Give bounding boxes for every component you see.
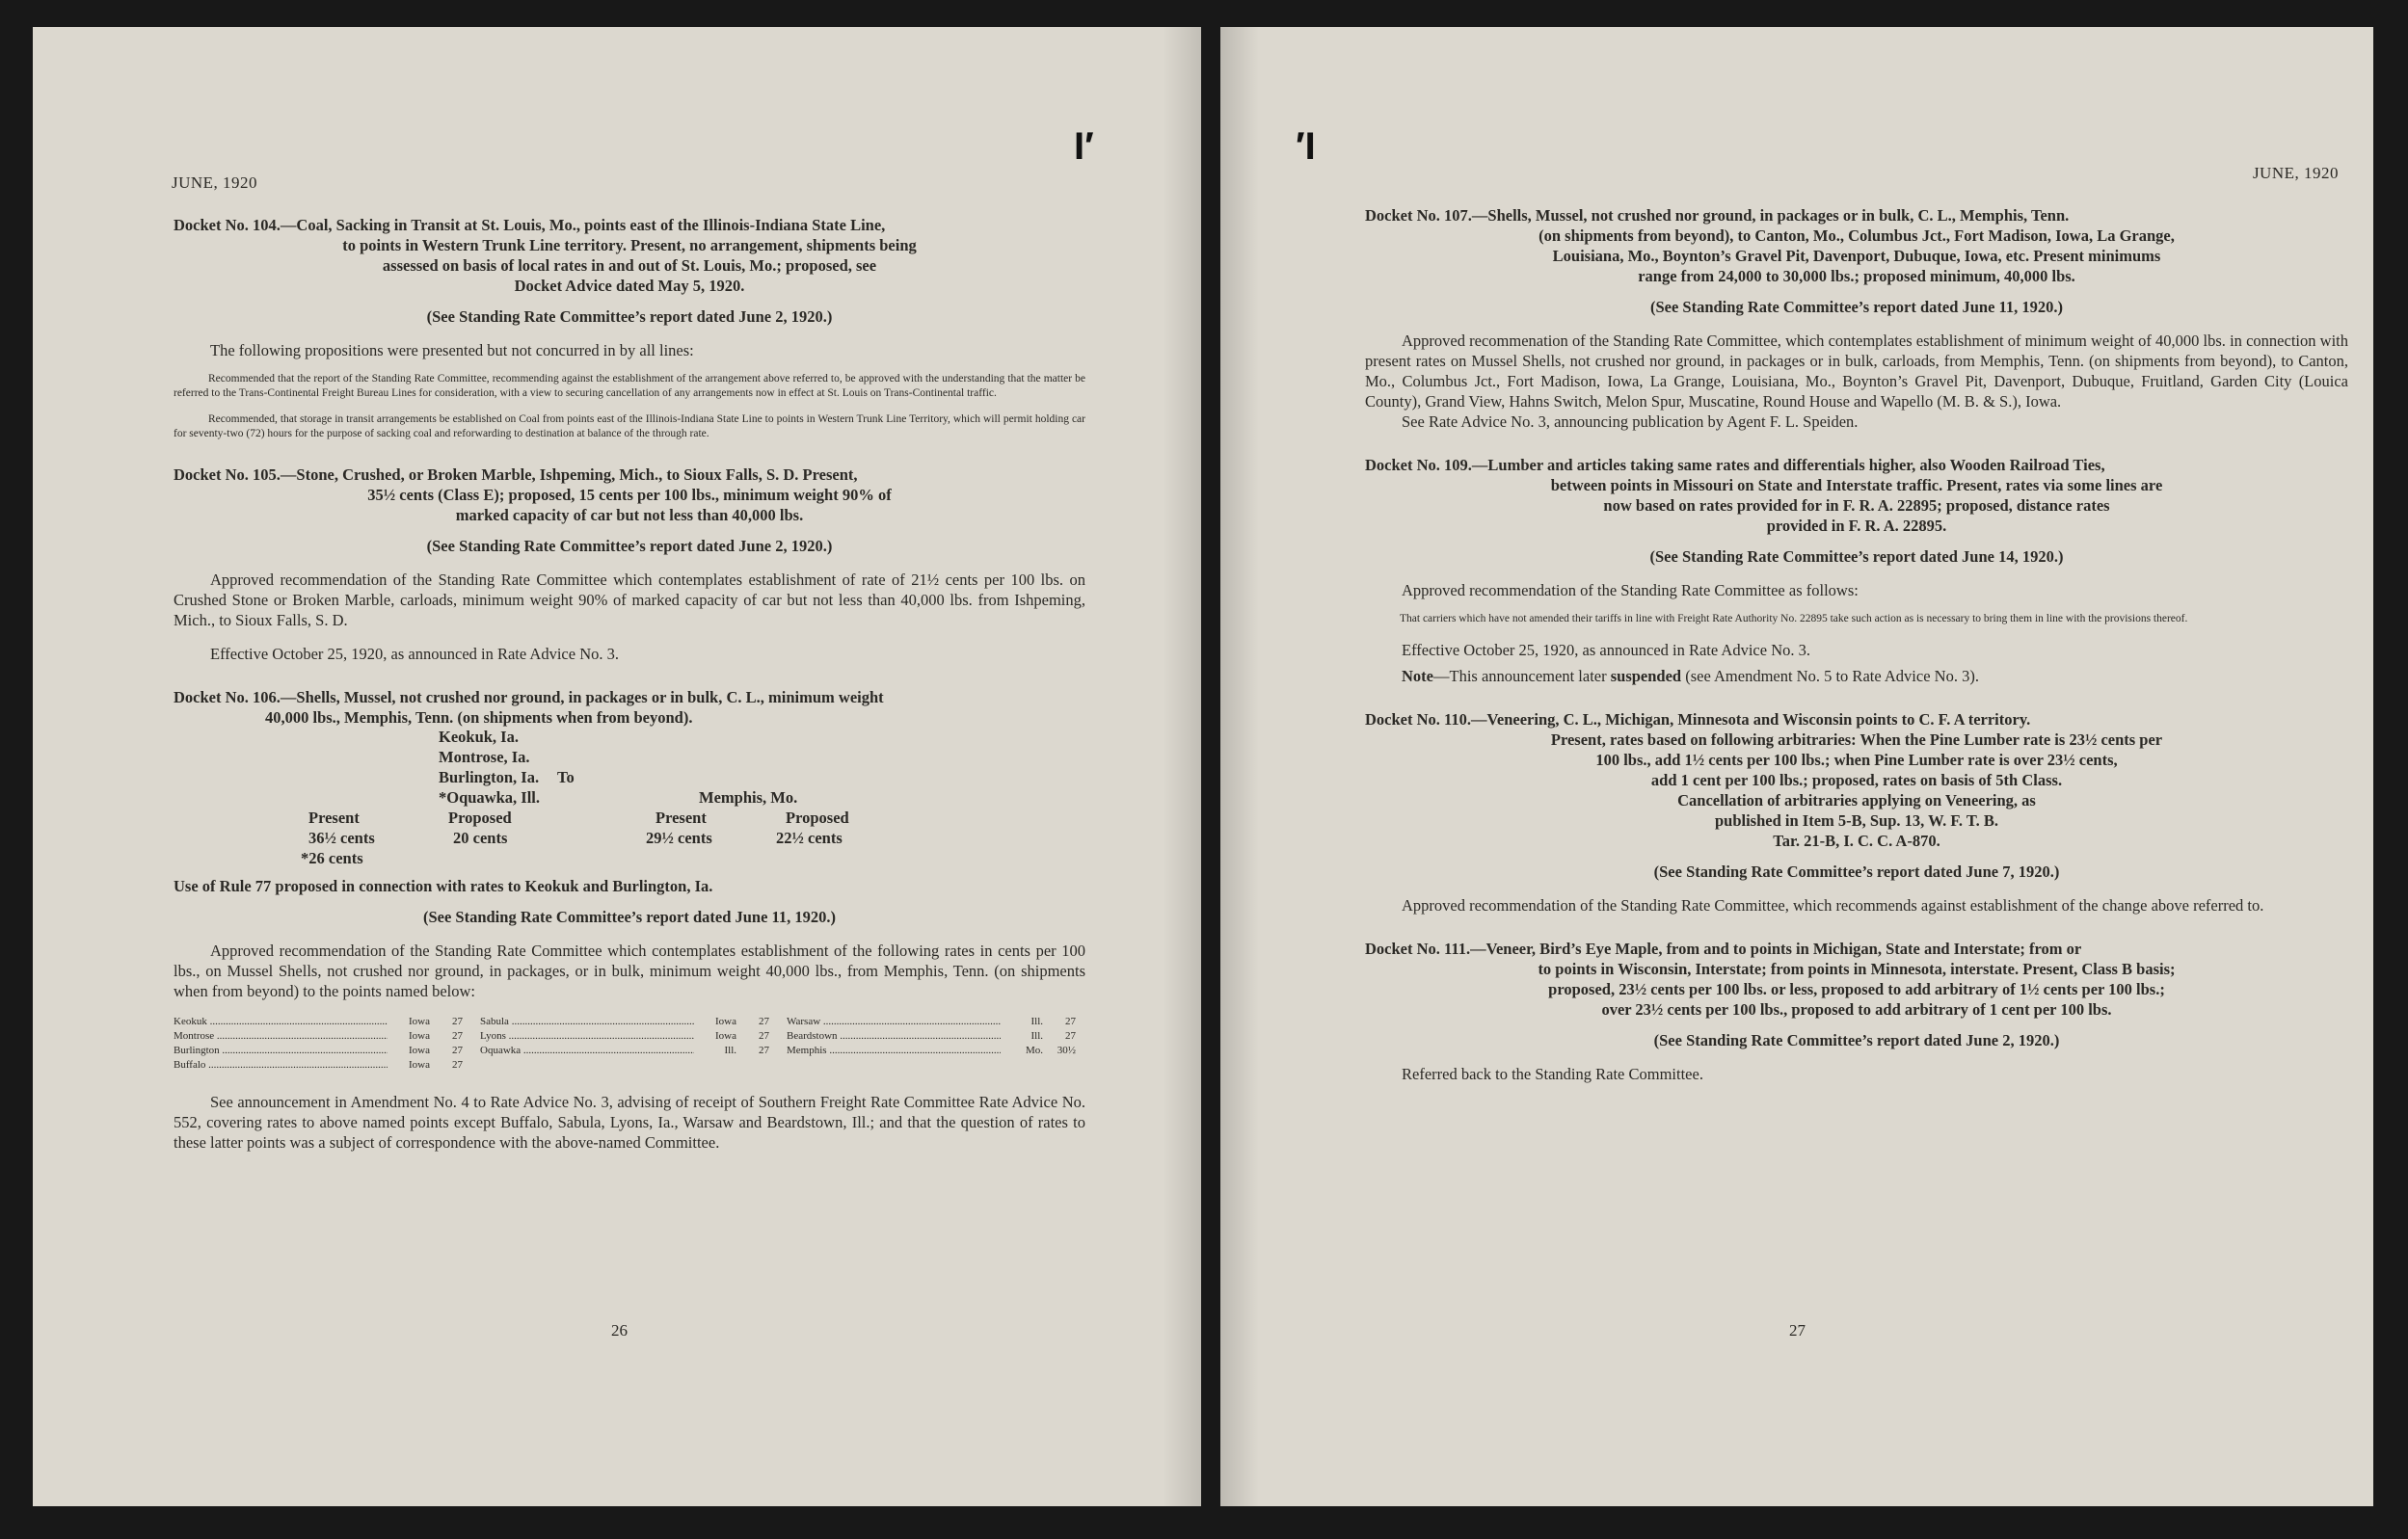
docket-104-recommendation-2: Recommended, that storage in transit arrangements be established on Coal from points east of the Illinois-Indiana State Line to points in Western Trunk Line Territory, which will permit holding car for seventy-two (72) hours for the purpose of sacking coal and reforwarding to destination at balance of the through rate. — [174, 413, 1085, 439]
gutter-shadow — [1163, 27, 1201, 1506]
place-burlington: Burlington, Ia. — [439, 768, 540, 786]
docket-111-para: Referred back to the Standing Rate Committee. — [1402, 1065, 1703, 1083]
page-mark: ′I — [1296, 125, 1316, 168]
rate-present-1: 36½ cents — [308, 829, 375, 847]
table-row: Sabula ..... Iowa 27 — [480, 1015, 769, 1029]
page-number: 27 — [1789, 1321, 1806, 1340]
docket-109-report-ref: (See Standing Rate Committee’s report dated June 14, 1920.) — [1649, 547, 2064, 566]
docket-109-para-2: Effective October 25, 1920, as announced in Rate Advice No. 3. — [1402, 641, 1810, 659]
docket-109-heading: Docket No. 109.—Lumber and articles taking same rates and differentials higher, also Wooden Railroad Ties, between points in Missouri on State and Interstate traffic. Present, rates via some lines are now based on rates provided for in F. R. A. 22895; proposed, distance rates provided in F. R. A. 22895. — [1365, 456, 2163, 535]
docket-111-report-ref: (See Standing Rate Committee’s report dated June 2, 1920.) — [1653, 1031, 2060, 1049]
page-header-date: JUNE, 1920 — [2252, 164, 2339, 182]
right-page — [1220, 27, 2373, 1506]
to-label: To — [557, 768, 575, 786]
docket-106-heading: Docket No. 106.—Shells, Mussel, not crushed nor ground, in packages or in bulk, C. L., minimum weight — [174, 688, 884, 706]
docket-109-recommendation: That carriers which have not amended their tariffs in line with Freight Rate Authority No. 22895 take such action as is necessary to bring them in line with the provisions thereof. — [1400, 613, 2188, 624]
docket-106-rate-block — [174, 728, 1085, 867]
table-row: Warsaw ..... Ill. 27 — [787, 1015, 1076, 1029]
proposed-label-2: Proposed — [786, 809, 849, 827]
rate-proposed-2: 22½ cents — [776, 829, 843, 847]
docket-111-heading: Docket No. 111.—Veneer, Bird’s Eye Maple, from and to points in Michigan, State and Interstate; from or to points in Wisconsin, Interstate; from points in Minnesota, interstate. Present, Class B basis; proposed, 23½ cents per 100 lbs. or less, proposed to add arbitrary of 1½ cents per 100 lbs.; over 23½ cents per 100 lbs., proposed to add arbitrary of 1 cent per 100 lbs. — [1365, 940, 2176, 1019]
docket-110-heading: Docket No. 110.—Veneering, C. L., Michigan, Minnesota and Wisconsin points to C. F. A territory. Present, rates based on following arbitraries: When the Pine Lumber rate is 23½ cents per 100 lbs., add 1½ cents per 100 lbs.; when Pine Lumber rate is over 23½ cents, add 1 cent per 100 lbs.; proposed, rates on basis of 5th Class. Cancellation of arbitraries applying on Veneering, as published in Item 5-B, Sup. 13, W. F. T. B. Tar. 21-B, I. C. C. A-870. — [1365, 710, 2163, 850]
memphis-label: Memphis, Mo. — [699, 788, 798, 807]
rate-present-2: *26 cents — [301, 849, 363, 867]
docket-105-heading: Docket No. 105.—Stone, Crushed, or Broken Marble, Ishpeming, Mich., to Sioux Falls, S. D. Present, 35½ cents (Class E); proposed, 15 cents per 100 lbs., minimum weight 90% of marked capacity of car but not less than 40,000 lbs. — [174, 465, 892, 524]
docket-109-para-1: Approved recommendation of the Standing Rate Committee as follows: — [1402, 581, 1859, 599]
docket-106-rule: Use of Rule 77 proposed in connection with rates to Keokuk and Burlington, Ia. — [174, 877, 713, 895]
docket-107-para-2: See Rate Advice No. 3, announcing publication by Agent F. L. Speiden. — [1402, 412, 1859, 431]
docket-106-rate-table — [174, 1015, 1085, 1073]
table-row: Buffalo ..... Iowa 27 — [174, 1058, 463, 1073]
page-mark: I′ — [1074, 125, 1094, 168]
page-number: 26 — [611, 1321, 628, 1340]
rate-proposed-1: 20 cents — [453, 829, 508, 847]
docket-110-para: Approved recommendation of the Standing Rate Committee, which recommends against establishment of the change above referred to. — [1402, 896, 2264, 915]
table-row: Lyons ..... Iowa 27 — [480, 1029, 769, 1044]
place-oquawka: *Oquawka, Ill. — [439, 788, 540, 807]
table-row: Memphis ..... Mo. 30½ — [787, 1044, 1076, 1058]
table-row: Keokuk ..... Iowa 27 — [174, 1015, 463, 1029]
docket-106-line-2: 40,000 lbs., Memphis, Tenn. (on shipments when from beyond). — [265, 708, 693, 727]
table-column — [174, 1015, 463, 1073]
docket-106-para-1: Approved recommendation of the Standing Rate Committee which contemplates establishment of the following rates in cents per 100 lbs., on Mussel Shells, not crushed nor ground, in packages, or in bulk, minimum weight 40,000 lbs., from Memphis, Tenn. (on shipments when from beyond) to the points named below: — [174, 942, 1085, 1000]
left-page-body — [174, 215, 1085, 1153]
table-row: Oquawka ..... Ill. 27 — [480, 1044, 769, 1058]
rate-present-3: 29½ cents — [646, 829, 712, 847]
table-row: Burlington ..... Iowa 27 — [174, 1044, 463, 1058]
docket-104-report-ref: (See Standing Rate Committee’s report dated June 2, 1920.) — [426, 307, 833, 326]
table-column — [480, 1015, 769, 1073]
docket-110-report-ref: (See Standing Rate Committee’s report dated June 7, 1920.) — [1653, 862, 2060, 881]
docket-105-para-2: Effective October 25, 1920, as announced in Rate Advice No. 3. — [210, 645, 619, 663]
docket-104-para: The following propositions were presented but not concurred in by all lines: — [210, 341, 694, 359]
docket-107-heading: Docket No. 107.—Shells, Mussel, not crushed nor ground, in packages or in bulk, C. L., Memphis, Tenn. (on shipments from beyond), to Canton, Mo., Columbus Jct., Fort Madison, Iowa, La Grange, Louisiana, Mo., Boynton’s Gravel Pit, Davenport, Dubuque, Iowa, etc. Present minimums range from 24,000 to 30,000 lbs.; proposed minimum, 40,000 lbs. — [1365, 206, 2175, 285]
docket-105-report-ref: (See Standing Rate Committee’s report dated June 2, 1920.) — [426, 537, 833, 555]
present-label-1: Present — [308, 809, 360, 827]
docket-107-para-1: Approved recommenation of the Standing Rate Committee, which contemplates establishment of minimum weight of 40,000 lbs. in connection with present rates on Mussel Shells, not crushed nor ground, in packages or in bulk, carloads, from Memphis, Tenn. (on shipments from beyond), to Canton, Mo., Columbus Jct., Fort Madison, Iowa, La Grange, Louisiana, Mo., Boynton’s Gravel Pit, Davenport, Dubuque, Fruitland, Garden City (Louica County), Grand View, Hahns Switch, Melon Spur, Muscatine, Round House and Wapello (M. B. & S.), Iowa. — [1365, 332, 2348, 411]
place-montrose: Montrose, Ia. — [439, 748, 530, 766]
docket-104-recommendation-1: Recommended that the report of the Standing Rate Committee, recommending against the establishment of the arrangement above referred to, be approved with the understanding that the matter be referred to the Trans-Continental Freight Bureau Lines for consideration, with a view to securing cancellation of any arrangements now in effect at St. Louis on Trans-Continental traffic. — [174, 373, 1085, 399]
docket-109-note: Note—This announcement later suspended (see Amendment No. 5 to Rate Advice No. 3). — [1402, 667, 1979, 685]
gutter-shadow — [1220, 27, 1259, 1506]
present-label-2: Present — [656, 809, 707, 827]
page-header-date: JUNE, 1920 — [172, 173, 258, 192]
left-page — [33, 27, 1201, 1506]
docket-106-report-ref: (See Standing Rate Committee’s report dated June 11, 1920.) — [422, 908, 837, 926]
table-row: Beardstown ..... Ill. 27 — [787, 1029, 1076, 1044]
table-row: Montrose ..... Iowa 27 — [174, 1029, 463, 1044]
docket-107-report-ref: (See Standing Rate Committee’s report dated June 11, 1920.) — [1649, 298, 2064, 316]
docket-104-heading: Docket No. 104.—Coal, Sacking in Transit at St. Louis, Mo., points east of the Illinois-Indiana State Line, to points in Western Trunk Line territory. Present, no arrangement, shipments being assessed on basis of local rates in and out of St. Louis, Mo.; proposed, see Docket Advice dated May 5, 1920. — [174, 216, 917, 295]
docket-105-para-1: Approved recommendation of the Standing Rate Committee which contemplates establishment of rate of 21½ cents per 100 lbs. on Crushed Stone or Broken Marble, carloads, minimum weight 90% of marked capacity of car but not less than 40,000 lbs. from Ishpeming, Mich., to Sioux Falls, S. D. — [174, 570, 1085, 629]
right-page-body — [1365, 205, 2348, 1084]
docket-106-para-2: See announcement in Amendment No. 4 to Rate Advice No. 3, advising of receipt of Southern Freight Rate Committee Rate Advice No. 552, covering rates to above named points except Buffalo, Sabula, Lyons, Ia., Warsaw and Beardstown, Ill.; and that the question of rates to these latter points was a subject of correspondence with the above-named Committee. — [174, 1093, 1085, 1152]
place-keokuk: Keokuk, Ia. — [439, 728, 519, 746]
proposed-label-1: Proposed — [448, 809, 512, 827]
table-column — [787, 1015, 1076, 1073]
